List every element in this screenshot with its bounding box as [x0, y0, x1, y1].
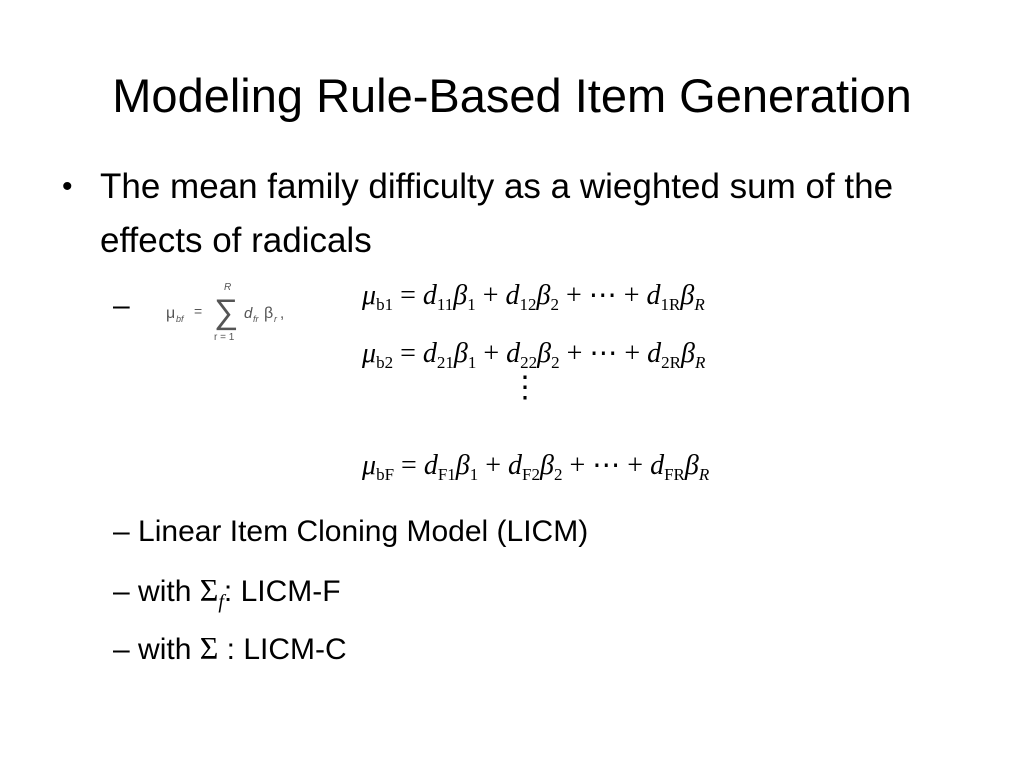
- sub-item-dash: –: [113, 633, 130, 666]
- d-subscript: 11: [436, 295, 454, 314]
- mu-subscript: b1: [376, 295, 394, 314]
- formula-mu-sub: bf: [176, 314, 184, 324]
- d-subscript: 12: [519, 295, 537, 314]
- equation-row-F: $\mu_{bF} = d_{F1}\beta_1 + d_{F2}\beta_2$ + ⋯ + $d_{FR}\beta_R$: [362, 450, 710, 484]
- d-subscript: F2: [522, 465, 541, 484]
- sub-item-dash: –: [113, 289, 130, 322]
- formula-equals: =: [194, 303, 203, 319]
- bullet-dot-icon: •: [62, 170, 73, 203]
- formula-sum-top: R: [224, 282, 232, 293]
- formula-d-sub: fr: [253, 314, 259, 324]
- d-subscript: F1: [437, 465, 456, 484]
- sum-formula-image: [164, 278, 324, 342]
- equation-row-1: $\mu_{b1} = d_{11}\beta_1 + d_{12}\beta_2$ + ⋯ + $d_{1R}\beta_R$: [362, 280, 705, 314]
- sub-item-prefix: with: [138, 633, 200, 666]
- sub-item-suffix: : LICM-C: [218, 633, 347, 666]
- sub-item-suffix: : LICM-F: [223, 575, 341, 608]
- sub-item-text: Linear Item Cloning Model (LICM): [138, 515, 589, 548]
- vertical-dots: ⋮: [510, 371, 540, 404]
- formula-sigma: ∑: [214, 293, 239, 331]
- equation-row-2: $\mu_{b2} = d_{21}\beta_1 + d_{22}\beta_2$ + ⋯ + $d_{2R}\beta_R$: [362, 338, 706, 372]
- d-subscript: 1R: [660, 295, 681, 314]
- bullet-text: The mean family difficulty as a wieghted sum of the effects of radicals: [100, 167, 894, 260]
- sub-item-licm: [113, 512, 588, 552]
- mu-subscript: bF: [376, 465, 395, 484]
- mu-subscript: b2: [376, 353, 394, 372]
- sub-item-prefix: with: [138, 575, 200, 608]
- sub-item-dash: –: [113, 575, 130, 608]
- sigma-subscript: f: [218, 591, 224, 613]
- formula-beta-sub: r: [274, 314, 277, 324]
- d-subscript: 21: [436, 353, 454, 372]
- d-subscript: 22: [520, 353, 538, 372]
- sigma-symbol: Σ: [199, 572, 219, 608]
- sub-item-licm-f: [113, 570, 341, 622]
- formula-comma: ,: [280, 305, 285, 322]
- sub-item-dash: –: [113, 515, 130, 548]
- sigma-symbol: Σ: [199, 630, 219, 666]
- slide-title: Modeling Rule-Based Item Generation: [112, 69, 912, 122]
- sub-item-licm-c: [113, 628, 347, 670]
- formula-d: d: [244, 305, 253, 322]
- d-subscript: 2R: [661, 353, 681, 372]
- formula-sum-bottom: r = 1: [214, 332, 235, 342]
- equation-system: [362, 278, 882, 498]
- d-subscript: FR: [664, 465, 685, 484]
- sum-formula-svg: [164, 278, 324, 342]
- formula-mu: μ: [166, 305, 176, 322]
- formula-beta: β: [264, 305, 274, 322]
